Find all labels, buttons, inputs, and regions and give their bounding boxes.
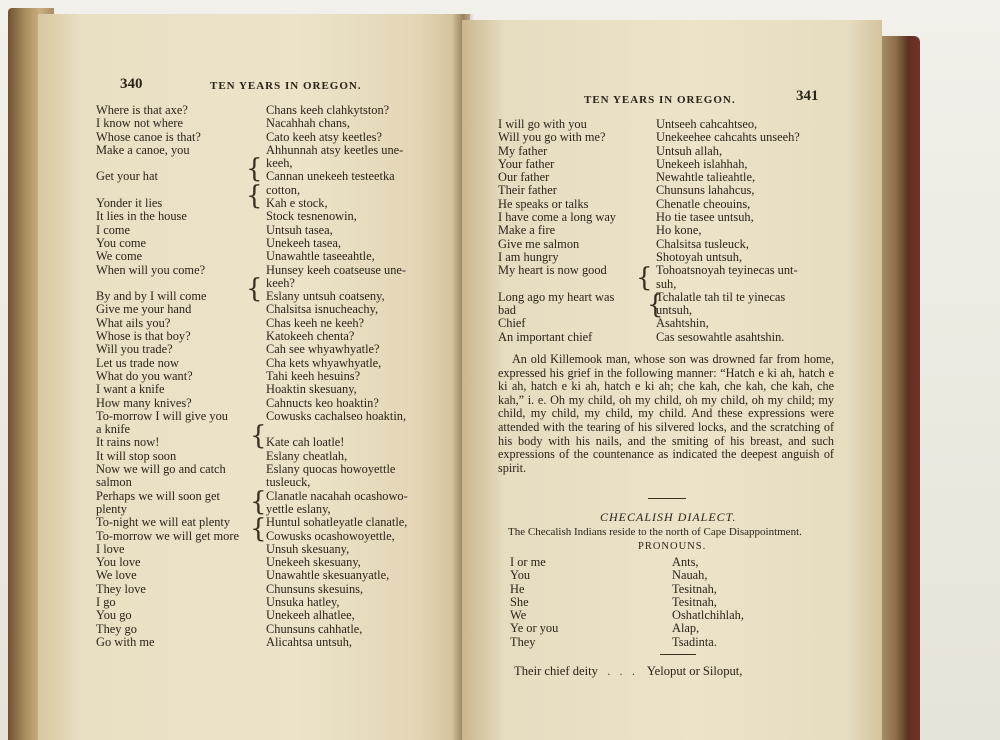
english-phrase: We [510, 608, 527, 623]
english-phrase: bad [498, 303, 516, 318]
vocab-row [498, 158, 868, 171]
english-phrase: plenty [96, 501, 127, 516]
anecdote-paragraph: An old Killemook man, whose son was drowned far from home, expressed his grief in the following manner: “Hatch e ki ah, hatch e ki ah, hatch e ki ah, hatch e ki ah; che kah, che kah, che kah, che kah,” i. e. Oh my child, oh my child, oh my child, oh my child; my child, my child, my child, my child. And these expressions were attended with the tearing of his silvered locks, and the scratching of his body with his nails, and the smiting of his breast, and such expressions of the countenance as indicated the deepest anguish of spirit. [498, 352, 834, 475]
english-phrase: Our father [498, 170, 550, 185]
english-phrase: Will you go with me? [498, 130, 606, 145]
vocab-row [96, 609, 466, 622]
native-phrase: Unsuka hatley, [266, 594, 340, 609]
native-phrase: Alap, [672, 621, 700, 636]
vocabulary-list [498, 118, 868, 344]
native-phrase: Eslany untsuh coatseny, [266, 289, 385, 304]
english-phrase: Go with me [96, 634, 155, 649]
english-phrase: How many knives? [96, 395, 192, 410]
vocab-row [96, 170, 466, 183]
english-phrase: I am hungry [498, 249, 559, 264]
native-phrase: Alicahtsa untsuh, [266, 634, 353, 649]
english-phrase: He [510, 581, 525, 596]
vocab-row [96, 330, 466, 343]
english-phrase: Yonder it lies [96, 196, 163, 211]
english-phrase: Make a fire [498, 223, 556, 238]
native-phrase: Chunsuns skesuins, [266, 581, 364, 596]
native-phrase: Hunsey keeh coatseuse une- [266, 262, 407, 277]
english-phrase: An important chief [498, 329, 593, 344]
vocab-row [498, 184, 868, 197]
vocab-row [498, 278, 868, 291]
vocab-row [96, 516, 466, 529]
native-phrase: Tesitnah, [672, 594, 717, 609]
native-phrase: Nacahhah chans, [266, 116, 350, 131]
english-phrase: Perhaps we will soon get [96, 488, 220, 503]
pronoun-list [510, 556, 810, 649]
vocab-row [510, 583, 810, 596]
section-subtitle: The Checalish Indians reside to the north of Cape Disappointment. [508, 526, 802, 538]
native-phrase: Tahi keeh hesuins? [266, 368, 361, 383]
english-phrase: Chief [498, 316, 526, 331]
vocab-row [510, 609, 810, 622]
running-header: TEN YEARS IN OREGON. [584, 94, 736, 106]
english-phrase: Give me your hand [96, 302, 192, 317]
brace-mark: { [250, 487, 267, 517]
english-phrase: By and by I will come [96, 289, 207, 304]
english-phrase: My father [498, 143, 548, 158]
english-phrase: Get your hat [96, 169, 158, 184]
english-phrase: I know not where [96, 116, 184, 131]
vocab-row [96, 397, 466, 410]
english-phrase: To-morrow we will get more [96, 528, 239, 543]
english-phrase: We love [96, 568, 137, 583]
brace-mark: { [636, 263, 653, 293]
brace-mark: { [647, 290, 664, 320]
vocab-row [96, 410, 466, 423]
vocab-row [510, 556, 810, 569]
native-phrase: Unsuh skesuany, [266, 541, 350, 556]
english-phrase: It will stop soon [96, 448, 177, 463]
vocab-row [96, 436, 466, 449]
vocab-row [498, 211, 868, 224]
native-phrase: cotton, [266, 182, 301, 197]
native-phrase: Tsadinta. [672, 634, 717, 649]
english-phrase: Ye or you [510, 621, 559, 636]
vocab-row [96, 184, 466, 197]
vocab-row [96, 264, 466, 277]
english-phrase: It lies in the house [96, 209, 187, 224]
vocab-row [498, 291, 868, 304]
native-phrase: Chans keeh clahkytston? [266, 103, 390, 117]
native-phrase: suh, [656, 276, 677, 291]
english-phrase: I go [96, 594, 116, 609]
vocab-row [96, 117, 466, 130]
vocab-row [498, 171, 868, 184]
vocab-row [96, 290, 466, 303]
english-phrase: It rains now! [96, 435, 160, 450]
vocab-row [96, 596, 466, 609]
left-page [38, 14, 470, 740]
native-phrase: Clanatle nacahah ocashowo- [266, 488, 408, 503]
english-phrase: To-morrow I will give you [96, 408, 228, 423]
native-phrase: Unekeeh tasea, [266, 235, 341, 250]
native-phrase: Stock tesnenowin, [266, 209, 357, 224]
vocab-row [96, 357, 466, 370]
english-phrase: They go [96, 621, 137, 636]
vocab-row [96, 383, 466, 396]
native-phrase: Ants, [672, 555, 699, 569]
vocab-row [498, 131, 868, 144]
vocab-row [510, 596, 810, 609]
native-phrase: yettle eslany, [266, 501, 331, 516]
vocab-row [96, 476, 466, 489]
english-phrase: We come [96, 249, 143, 264]
vocab-row [96, 636, 466, 649]
vocab-row [510, 569, 810, 582]
native-phrase: Untseeh cahcahtseo, [656, 117, 758, 131]
vocab-row [498, 251, 868, 264]
vocab-row [96, 530, 466, 543]
native-phrase: Asahtshin, [656, 316, 709, 331]
english-phrase: Make a canoe, you [96, 142, 190, 157]
native-phrase: Chas keeh ne keeh? [266, 315, 365, 330]
running-header: TEN YEARS IN OREGON. [210, 80, 362, 92]
native-phrase: Chunsuns cahhatle, [266, 621, 363, 636]
native-phrase: Cas sesowahtle asahtshin. [656, 329, 785, 344]
english-phrase: To-night we will eat plenty [96, 515, 231, 530]
native-phrase: Eslany quocas howoyettle [266, 462, 396, 477]
native-phrase: Cah see whyawhyatle? [266, 342, 380, 357]
english-phrase: You love [96, 555, 141, 570]
vocab-row [96, 144, 466, 157]
native-phrase: Ahhunnah atsy keetles une- [266, 142, 404, 157]
vocab-row [498, 238, 868, 251]
right-page [462, 20, 882, 740]
vocab-row [510, 622, 810, 635]
native-phrase: keeh? [266, 275, 295, 290]
english-phrase: I want a knife [96, 382, 165, 397]
english-phrase: You go [96, 608, 132, 623]
brace-mark: { [246, 154, 263, 184]
english-phrase: a knife [96, 422, 131, 437]
english-phrase: You come [96, 235, 147, 250]
english-phrase: What ails you? [96, 315, 171, 330]
section-divider [660, 654, 696, 655]
vocab-row [510, 636, 810, 649]
english-phrase: I love [96, 541, 125, 556]
native-phrase: Chenatle cheouins, [656, 196, 751, 211]
english-phrase: My heart is now good [498, 263, 607, 278]
native-phrase: Cowusks cachalseo hoaktin, [266, 408, 407, 423]
native-phrase: Unekeeh alhatlee, [266, 608, 355, 623]
pronouns-heading: PRONOUNS. [638, 541, 707, 552]
native-phrase: Chunsuns lahahcus, [656, 183, 755, 198]
english-phrase: Whose canoe is that? [96, 129, 201, 144]
native-phrase: Unekeeh islahhah, [656, 156, 748, 171]
vocab-row [498, 145, 868, 158]
deity-name: Yeloput or Siloput, [646, 664, 743, 678]
english-phrase: Where is that axe? [96, 103, 188, 117]
native-phrase: Eslany cheatlah, [266, 448, 348, 463]
english-phrase: Your father [498, 156, 555, 171]
native-phrase: Cha kets whyawhyatle, [266, 355, 382, 370]
native-phrase: Nauah, [672, 568, 708, 583]
native-phrase: Cahnucts keo hoaktin? [266, 395, 379, 410]
page-number: 341 [796, 88, 819, 104]
english-phrase: Whose is that boy? [96, 329, 191, 344]
native-phrase: Newahtle taliеahtle, [656, 170, 756, 185]
english-phrase: I have come a long way [498, 210, 617, 225]
native-phrase: Unekeehee cahcahts unseeh? [656, 130, 800, 145]
vocab-row [96, 210, 466, 223]
brace-mark: { [250, 421, 267, 451]
vocab-row [96, 490, 466, 503]
vocab-row [498, 224, 868, 237]
native-phrase: Unawahtle taseeahtle, [266, 249, 375, 264]
vocab-row [96, 450, 466, 463]
vocab-row [498, 317, 868, 330]
vocab-row [96, 224, 466, 237]
english-phrase: They love [96, 581, 146, 596]
native-phrase: Chalsitsa isnucheachy, [266, 302, 379, 317]
vocab-row [96, 277, 466, 290]
vocab-row [498, 264, 868, 277]
english-phrase: I will go with you [498, 117, 587, 131]
english-phrase: salmon [96, 475, 132, 490]
native-phrase: Katokeeh chenta? [266, 329, 355, 344]
brace-mark: { [246, 181, 263, 211]
vocab-row [96, 623, 466, 636]
native-phrase: Unekeeh skesuany, [266, 555, 361, 570]
native-phrase: Shotoyah untsuh, [656, 249, 743, 264]
vocab-row [96, 317, 466, 330]
native-phrase: Unawahtle skesuanyatle, [266, 568, 390, 583]
english-phrase: He speaks or talks [498, 196, 589, 211]
native-phrase: tusleuck, [266, 475, 311, 490]
vocab-row [498, 198, 868, 211]
vocab-row [96, 237, 466, 250]
vocab-row [96, 157, 466, 170]
vocab-row [96, 303, 466, 316]
english-phrase: Long ago my heart was [498, 289, 615, 304]
native-phrase: Ho tie tasee untsuh, [656, 210, 754, 225]
vocab-row [96, 131, 466, 144]
vocab-row [498, 118, 868, 131]
english-phrase: Give me salmon [498, 236, 580, 251]
native-phrase: Untsuh allah, [656, 143, 723, 158]
english-phrase: What do you want? [96, 368, 193, 383]
vocab-row [96, 543, 466, 556]
native-phrase: keeh, [266, 156, 293, 171]
leader-dots: . . . [601, 664, 645, 678]
english-phrase: Now we will go and catch [96, 462, 226, 477]
deity-label: Their chief deity [514, 664, 598, 678]
vocab-row [96, 370, 466, 383]
vocab-row [498, 304, 868, 317]
english-phrase: You [510, 568, 531, 583]
native-phrase: Ho kone, [656, 223, 702, 238]
english-phrase: She [510, 594, 529, 609]
native-phrase: untsuh, [656, 303, 693, 318]
native-phrase: Huntul sohatleyatle clanatle, [266, 515, 408, 530]
brace-mark: { [250, 514, 267, 544]
english-phrase: Their father [498, 183, 557, 198]
native-phrase: Tesitnah, [672, 581, 717, 596]
vocabulary-list [96, 104, 466, 649]
english-phrase: I or me [510, 555, 546, 569]
page-number: 340 [120, 76, 143, 92]
section-divider [648, 498, 686, 499]
native-phrase: Tchalatle tah til te yinecas [656, 289, 786, 304]
vocab-row [96, 583, 466, 596]
english-phrase: When will you come? [96, 262, 206, 277]
vocab-row [96, 250, 466, 263]
native-phrase: Tohoatsnoyah teyinecas unt- [656, 263, 798, 278]
english-phrase: Let us trade now [96, 355, 179, 370]
english-phrase: Will you trade? [96, 342, 173, 357]
deity-line [514, 664, 844, 679]
native-phrase: Cato keeh atsy keetles? [266, 129, 382, 144]
english-phrase: I come [96, 222, 131, 237]
vocab-row [96, 343, 466, 356]
vocab-row [96, 423, 466, 436]
native-phrase: Kate cah loatle! [266, 435, 345, 450]
brace-mark: { [246, 274, 263, 304]
english-phrase: They [510, 634, 536, 649]
vocab-row [96, 569, 466, 582]
section-title: CHECALISH DIALECT. [600, 510, 737, 524]
vocab-row [96, 463, 466, 476]
vocab-row [96, 503, 466, 516]
native-phrase: Kah e stock, [266, 196, 328, 211]
vocab-row [96, 556, 466, 569]
native-phrase: Cowusks ocashowoyettle, [266, 528, 395, 543]
native-phrase: Chalsitsa tusleuck, [656, 236, 749, 251]
vocab-row [96, 197, 466, 210]
native-phrase: Cannan unekeeh testeetka [266, 169, 395, 184]
vocab-row [96, 104, 466, 117]
vocab-row [498, 331, 868, 344]
native-phrase: Oshatlchihlah, [672, 608, 744, 623]
native-phrase: Hoaktin skesuany, [266, 382, 357, 397]
native-phrase: Untsuh tasea, [266, 222, 333, 237]
